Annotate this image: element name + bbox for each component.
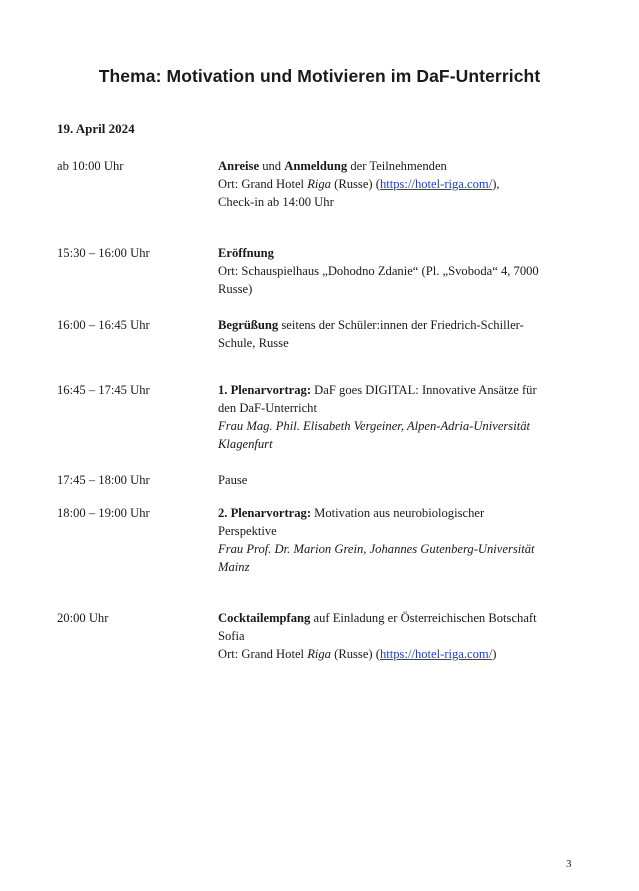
schedule-time: ab 10:00 Uhr [57, 159, 124, 173]
schedule-content [218, 244, 578, 298]
schedule-line: Perspektive [218, 524, 277, 538]
schedule-heading: Eröffnung [218, 246, 274, 260]
schedule-line: Schule, Russe [218, 336, 289, 350]
hotel-name: Riga [307, 647, 331, 661]
schedule-line [218, 175, 578, 193]
schedule-content [218, 471, 578, 489]
schedule-line: den DaF-Unterricht [218, 401, 317, 415]
schedule-text: auf Einladung er Österreichischen Botschaft [310, 611, 537, 625]
schedule-text: der Teilnehmenden [347, 159, 447, 173]
speaker-line: Klagenfurt [218, 437, 273, 451]
schedule-line [218, 157, 578, 175]
hotel-link[interactable]: https://hotel-riga.com/ [379, 177, 493, 191]
schedule-content [218, 316, 578, 352]
schedule-text: und [259, 159, 285, 173]
schedule-line: Ort: Schauspielhaus „Dohodno Zdanie“ (Pl. „Svoboda“ 4, 7000 [218, 264, 539, 278]
schedule-line [218, 504, 578, 522]
hotel-link[interactable]: https://hotel-riga.com/ [379, 647, 493, 661]
speaker-line: Mainz [218, 560, 250, 574]
schedule-heading: Begrüßung [218, 318, 279, 332]
schedule-line: Pause [218, 473, 248, 487]
schedule-content [218, 381, 578, 453]
schedule-time: 16:45 – 17:45 Uhr [57, 383, 150, 397]
schedule-text: (Russe) ( [330, 647, 380, 661]
schedule-text: seitens der Schüler:innen der Friedrich-Schiller- [278, 318, 524, 332]
schedule-heading: Cocktailempfang [218, 611, 311, 625]
schedule-line [218, 609, 578, 627]
schedule-line [218, 645, 578, 663]
schedule-line [218, 316, 578, 334]
hotel-name: Riga [307, 177, 331, 191]
schedule-line: Russe) [218, 282, 253, 296]
schedule-time: 17:45 – 18:00 Uhr [57, 473, 150, 487]
schedule-time: 15:30 – 16:00 Uhr [57, 246, 150, 260]
schedule-text: ) [492, 647, 497, 661]
schedule-line [218, 381, 578, 399]
schedule-heading: Anmeldung [284, 159, 348, 173]
schedule-line [218, 244, 578, 262]
schedule-time: 20:00 Uhr [57, 611, 109, 625]
event-date: 19. April 2024 [57, 121, 135, 136]
page-title: Thema: Motivation und Motivieren im DaF-Unterricht [98, 66, 541, 86]
schedule-heading: Anreise [218, 159, 260, 173]
schedule-heading: 2. Plenarvortrag: [218, 506, 312, 520]
schedule-line: Sofia [218, 629, 245, 643]
schedule-heading: 1. Plenarvortrag: [218, 383, 312, 397]
schedule-time: 16:00 – 16:45 Uhr [57, 318, 150, 332]
schedule-time: 18:00 – 19:00 Uhr [57, 506, 150, 520]
schedule-text: Ort: Grand Hotel [218, 177, 308, 191]
schedule-text: Motivation aus neurobiologischer [311, 506, 485, 520]
schedule-text: (Russe) ( [330, 177, 380, 191]
schedule-line: Check-in ab 14:00 Uhr [218, 195, 334, 209]
schedule-text: Ort: Grand Hotel [218, 647, 308, 661]
page-number: 3 [566, 858, 572, 870]
schedule-content [218, 157, 578, 211]
schedule-text: DaF goes DIGITAL: Innovative Ansätze für [311, 383, 537, 397]
schedule-content [218, 504, 578, 576]
speaker-line: Frau Prof. Dr. Marion Grein, Johannes Gutenberg-Universität [218, 542, 535, 556]
speaker-line: Frau Mag. Phil. Elisabeth Vergeiner, Alpen-Adria-Universität [218, 419, 531, 433]
schedule-content [218, 609, 578, 663]
schedule-text: ), [492, 177, 500, 191]
